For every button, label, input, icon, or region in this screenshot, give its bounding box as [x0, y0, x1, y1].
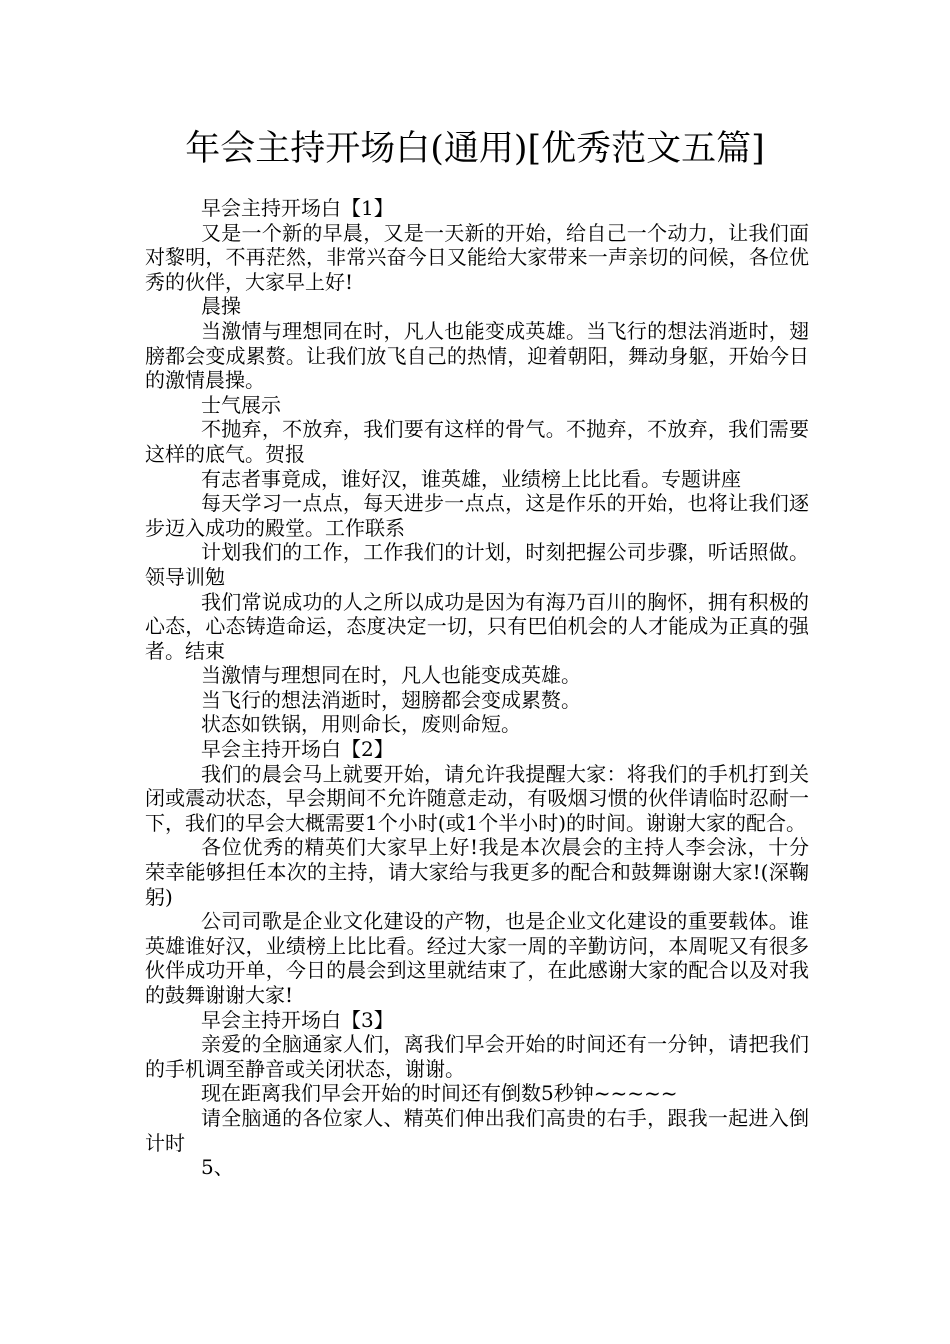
- paragraph: 我们的晨会马上就要开始，请允许我提醒大家：将我们的手机打到关闭或震动状态，早会期间不允许随意走动，有吸烟习惯的伙伴请临时忍耐一下，我们的早会大概需要1个小时(或1个半小时)的时间。谢谢大家的配合。: [145, 761, 809, 835]
- paragraph: 5、: [201, 1155, 234, 1180]
- paragraph: 每天学习一点点，每天进步一点点，这是作乐的开始，也将让我们逐步迈入成功的殿堂。工作联系: [145, 491, 809, 540]
- subheading: 士气展示: [201, 392, 281, 417]
- paragraph: 亲爱的全脑通家人们，离我们早会开始的时间还有一分钟，请把我们的手机调至静音或关闭状态，谢谢。: [145, 1032, 809, 1081]
- paragraph: 不抛弃，不放弃，我们要有这样的骨气。不抛弃，不放弃，我们需要这样的底气。贺报: [145, 417, 809, 466]
- paragraph: 各位优秀的精英们大家早上好!我是本次晨会的主持人李会泳，十分荣幸能够担任本次的主持，请大家给与我更多的配合和鼓舞谢谢大家!(深鞠躬): [145, 835, 809, 909]
- paragraph: 有志者事竟成，谁好汉，谁英雄，业绩榜上比比看。专题讲座: [201, 466, 741, 491]
- paragraph: 现在距离我们早会开始的时间还有倒数5秒钟~~~~~: [201, 1081, 678, 1106]
- paragraph: 当激情与理想同在时，凡人也能变成英雄。: [201, 663, 581, 688]
- subheading: 晨操: [201, 294, 241, 319]
- section-heading-1: 早会主持开场白【1】: [201, 196, 394, 220]
- paragraph: 当激情与理想同在时，凡人也能变成英雄。当飞行的想法消逝时，翅膀都会变成累赘。让我们放飞自己的热情，迎着朝阳，舞动身躯，开始今日的激情晨操。: [145, 318, 809, 393]
- document-title: 年会主持开场白(通用)[优秀范文五篇]: [185, 129, 765, 169]
- paragraph: 请全脑通的各位家人、精英们伸出我们高贵的右手，跟我一起进入倒计时: [145, 1105, 809, 1155]
- paragraph: 当飞行的想法消逝时，翅膀都会变成累赘。: [201, 687, 581, 712]
- paragraph: 我们常说成功的人之所以成功是因为有海乃百川的胸怀，拥有积极的心态，心态铸造命运，态度决定一切，只有巴伯机会的人才能成为正真的强者。结束: [145, 589, 809, 663]
- paragraph: 又是一个新的早晨，又是一天新的开始，给自己一个动力，让我们面对黎明，不再茫然，非常兴奋今日又能给大家带来一声亲切的问候，各位优秀的伙伴，大家早上好!: [145, 220, 809, 294]
- document-body: [145, 196, 809, 1180]
- paragraph: 计划我们的工作，工作我们的计划，时刻把握公司步骤，听话照做。领导训勉: [145, 540, 809, 589]
- paragraph: 公司司歌是企业文化建设的产物，也是企业文化建设的重要载体。谁英雄谁好汉，业绩榜上比比看。经过大家一周的辛勤访问，本周呢又有很多伙伴成功开单，今日的晨会到这里就结束了，在此感谢大家的配合以及对我的鼓舞谢谢大家!: [145, 909, 809, 1007]
- section-heading-3: 早会主持开场白【3】: [201, 1007, 394, 1032]
- section-heading-2: 早会主持开场白【2】: [201, 737, 394, 762]
- paragraph: 状态如铁锅，用则命长，废则命短。: [201, 712, 521, 737]
